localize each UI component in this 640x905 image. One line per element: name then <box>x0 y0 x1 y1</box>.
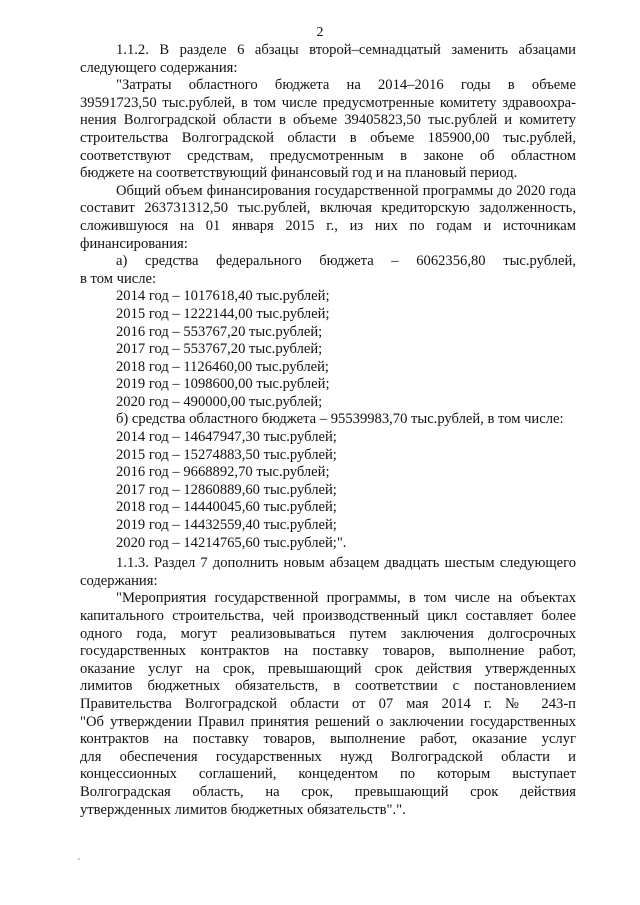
quote-line: утвержденных лимитов бюджетных обязательств".". <box>80 801 406 818</box>
paragraph-line: "Затраты областного бюджета на 2014–2016 годы в объеме <box>116 77 576 94</box>
federal-year-item: 2020 год – 490000,00 тыс.рублей; <box>116 393 323 410</box>
section-heading-line: следующего содержания: <box>80 59 238 76</box>
quote-line: оказание услуг на срок, превышающий срок действия утвержденных <box>80 660 576 677</box>
section-heading-line: 1.1.3. Раздел 7 дополнить новым абзацем двадцать шестым следующего <box>116 555 576 572</box>
quote-line: одного года, могут реализовываться путем заключения долгосрочных <box>80 625 576 642</box>
document-body <box>80 42 576 819</box>
regional-year-item: 2017 год – 12860889,60 тыс.рублей; <box>116 481 337 498</box>
regional-year-item: 2020 год – 14214765,60 тыс.рублей;". <box>116 534 347 551</box>
page-number: 2 <box>316 25 324 40</box>
paragraph-line: бюджете на соответствующий финансовый год и на плановый период. <box>80 165 518 182</box>
quote-line: "Об утверждении Правил принятия решений о заключении государственных <box>80 713 576 730</box>
paragraph-line: финансирования: <box>80 235 188 252</box>
scan-speck <box>78 858 80 860</box>
federal-budget-line: в том числе: <box>80 270 157 287</box>
federal-year-item: 2018 год – 1126460,00 тыс.рублей; <box>116 358 329 375</box>
federal-year-item: 2016 год – 553767,20 тыс.рублей; <box>116 323 323 340</box>
paragraph-line: составит 263731312,50 тыс.рублей, включая кредиторскую задолженность, <box>80 200 576 217</box>
paragraph-line: соответствуют средствам, предусмотренным в законе об областном <box>80 147 576 164</box>
regional-year-item: 2014 год – 14647947,30 тыс.рублей; <box>116 429 337 446</box>
quote-line: для обеспечения государственных нужд Волгоградской области и <box>80 748 576 765</box>
regional-year-item: 2016 год – 9668892,70 тыс.рублей; <box>116 464 330 481</box>
quote-line: капитального строительства, чей производственный цикл составляет более <box>80 608 576 624</box>
paragraph-line: сложившуюся на 01 января 2015 г., из них по годам и источникам <box>80 217 576 234</box>
paragraph-line: Общий объем финансирования государственной программы до 2020 года <box>116 182 576 199</box>
section-heading-line: содержания: <box>80 572 158 589</box>
federal-year-item: 2019 год – 1098600,00 тыс.рублей; <box>116 376 330 393</box>
regional-budget-line: б) средства областного бюджета – 95539983,70 тыс.рублей, в том числе: <box>116 411 564 428</box>
section-1-1-2 <box>80 42 576 552</box>
quote-line: Волгоградская область, на срок, превышающий срок действия <box>80 783 576 800</box>
regional-year-item: 2018 год – 14440045,60 тыс.рублей; <box>116 499 337 516</box>
quote-line: государственных контрактов на поставку товаров, выполнение работ, <box>80 643 576 660</box>
paragraph-line: нения Волгоградской области в объеме 39405823,50 тыс.рублей и комитету <box>80 112 576 129</box>
federal-year-item: 2015 год – 1222144,00 тыс.рублей; <box>116 305 330 322</box>
quote-line: контрактов на поставку товаров, выполнение работ, оказание услуг <box>80 731 576 748</box>
quote-line: "Мероприятия государственной программы, в том числе на объектах <box>116 590 576 607</box>
quote-line: концессионных соглашений, концедентом по которым выступает <box>80 766 576 783</box>
federal-year-item: 2017 год – 553767,20 тыс.рублей; <box>116 341 323 358</box>
section-1-1-3 <box>80 555 576 819</box>
regional-year-item: 2015 год – 15274883,50 тыс.рублей; <box>116 446 337 463</box>
section-heading-line: 1.1.2. В разделе 6 абзацы второй–семнадцатый заменить абзацами <box>116 42 576 58</box>
federal-budget-line: а) средства федерального бюджета – 6062356,80 тыс.рублей, <box>116 253 576 270</box>
regional-year-item: 2019 год – 14432559,40 тыс.рублей; <box>116 517 337 534</box>
paragraph-line: строительства Волгоградской области в объеме 185900,00 тыс.рублей, <box>80 129 576 146</box>
paragraph-line: 39591723,50 тыс.рублей, в том числе предусмотренные комитету здравоохра- <box>80 94 576 111</box>
federal-year-item: 2014 год – 1017618,40 тыс.рублей; <box>116 288 330 305</box>
quote-line: Правительства Волгоградской области от 07 мая 2014 г. № 243-п <box>80 695 576 712</box>
quote-line: лимитов бюджетных обязательств, в соответствии с постановлением <box>80 678 576 695</box>
